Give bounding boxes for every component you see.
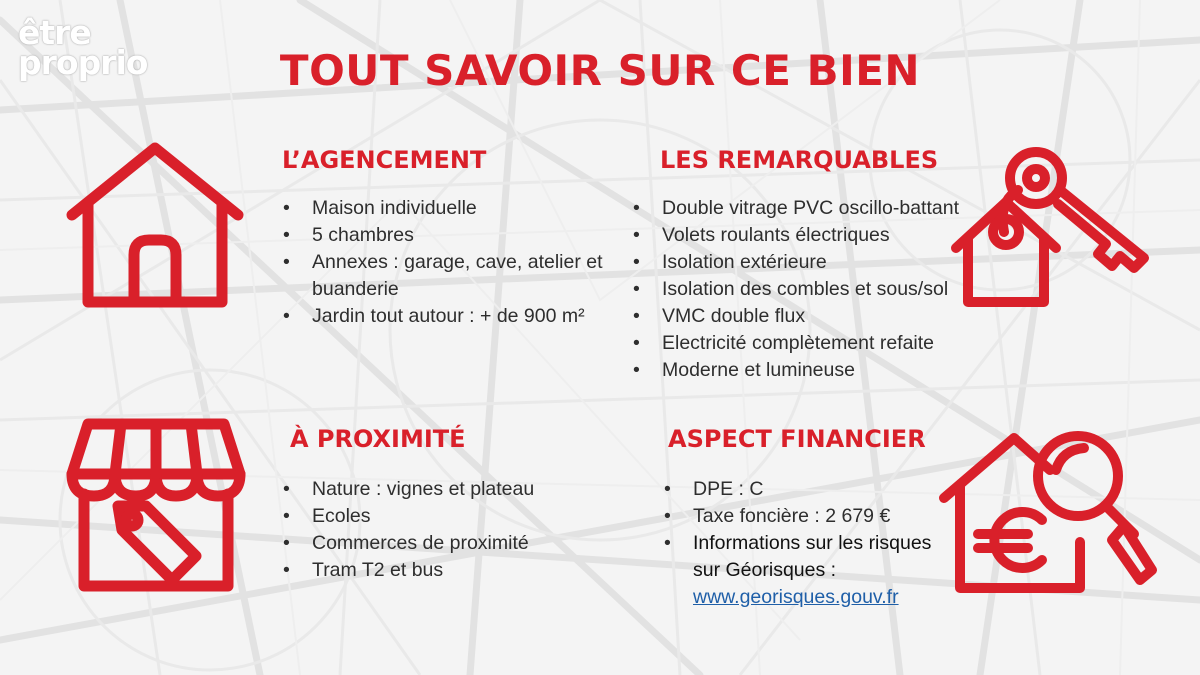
- brand-line-2: proprio: [18, 43, 148, 82]
- list-item: • Ecoles: [283, 503, 613, 530]
- list-item: • Tram T2 et bus: [283, 557, 613, 584]
- list-item: • Maison individuelle: [283, 195, 613, 222]
- house-euro-search-icon: [938, 430, 1162, 602]
- heading-financier: ASPECT FINANCIER: [668, 425, 926, 453]
- list-item: • Moderne et lumineuse: [633, 357, 993, 384]
- list-item: • Taxe foncière : 2 679 €: [664, 503, 934, 530]
- list-item: • VMC double flux: [633, 303, 993, 330]
- page-title: TOUT SAVOIR SUR CE BIEN: [279, 46, 921, 95]
- list-item: • Jardin tout autour : + de 900 m²: [283, 303, 613, 330]
- list-item: • Commerces de proximité: [283, 530, 613, 557]
- heading-remarquables: LES REMARQUABLES: [660, 146, 939, 174]
- list-item: • 5 chambres: [283, 222, 613, 249]
- list-remarquables: [633, 195, 993, 384]
- list-item-risques: [664, 530, 934, 611]
- list-financier: [664, 476, 934, 611]
- brand-line-1: être: [18, 13, 91, 52]
- list-item: • Nature : vignes et plateau: [283, 476, 613, 503]
- heading-proximite: À PROXIMITÉ: [290, 425, 466, 453]
- georisques-link[interactable]: www.georisques.gouv.fr: [693, 586, 899, 608]
- list-agencement: [283, 195, 613, 330]
- risques-text: Informations sur les risques sur Géorisques :: [693, 532, 932, 581]
- list-item: • Double vitrage PVC oscillo-battant: [633, 195, 993, 222]
- shop-icon: [66, 416, 246, 594]
- house-keys-icon: [948, 140, 1154, 308]
- house-icon: [64, 140, 246, 308]
- list-item: • Isolation des combles et sous/sol: [633, 276, 993, 303]
- list-item: • Volets roulants électriques: [633, 222, 993, 249]
- list-item: • Annexes : garage, cave, atelier et buanderie: [283, 249, 613, 303]
- list-proximite: [283, 476, 613, 584]
- list-item: • Electricité complètement refaite: [633, 330, 993, 357]
- list-item: • Isolation extérieure: [633, 249, 993, 276]
- list-item: • DPE : C: [664, 476, 934, 503]
- heading-agencement: L’AGENCEMENT: [282, 146, 487, 174]
